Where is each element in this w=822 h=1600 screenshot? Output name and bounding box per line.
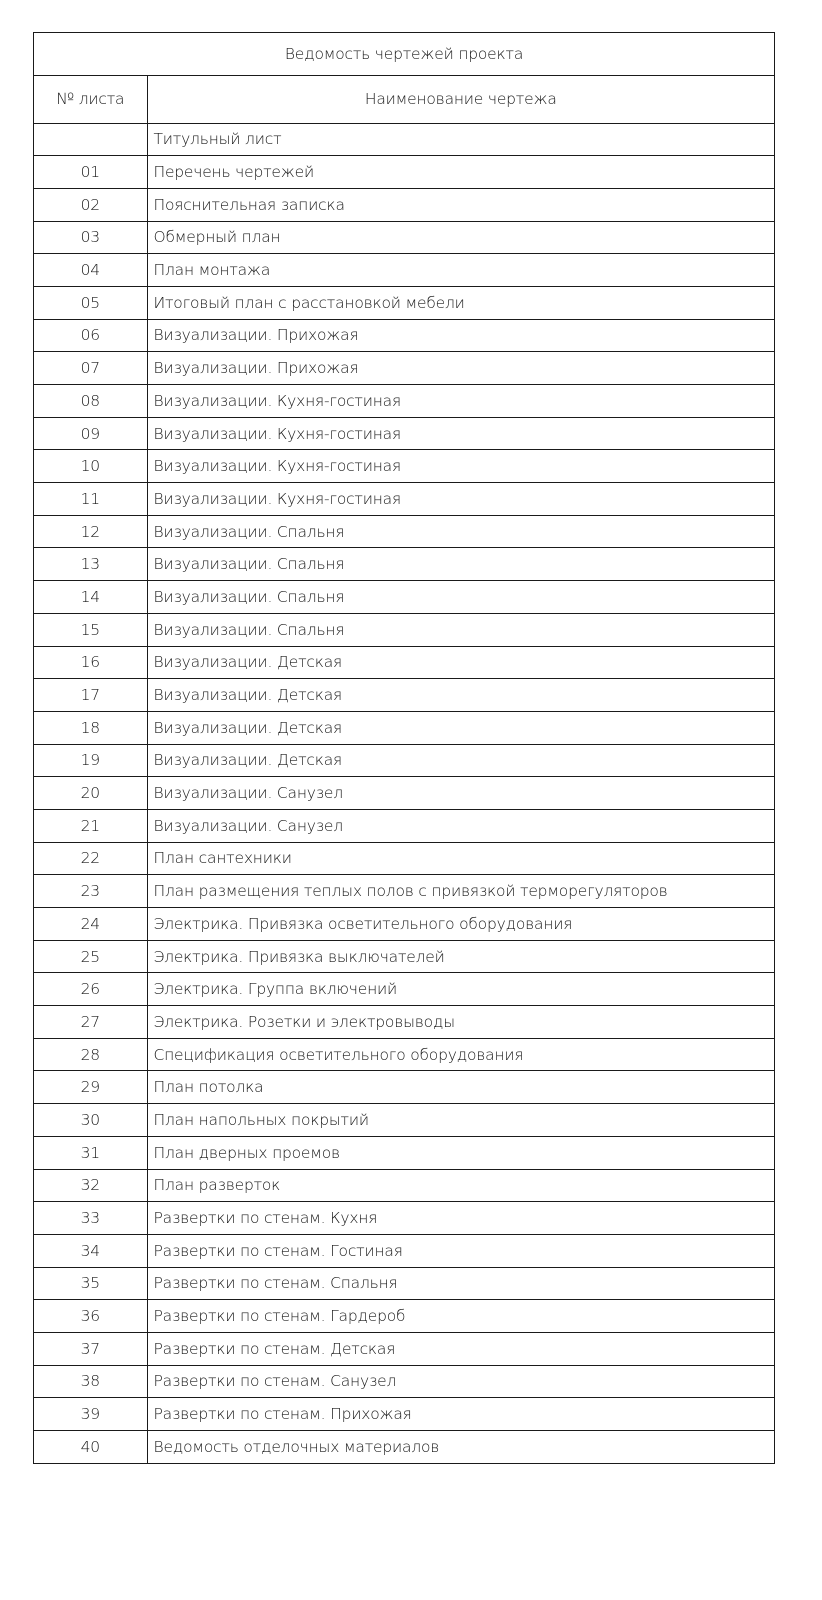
drawing-name-cell: Визуализации. Санузел [147, 809, 774, 842]
drawing-name-cell: Развертки по стенам. Кухня [147, 1202, 774, 1235]
drawing-name-cell: Визуализации. Спальня [147, 548, 774, 581]
table-row [34, 1431, 774, 1464]
sheet-number-cell: 11 [34, 483, 147, 516]
drawing-name-cell: План дверных проемов [147, 1136, 774, 1169]
drawing-name-cell: План потолка [147, 1071, 774, 1104]
sheet-number-cell: 10 [34, 450, 147, 483]
sheet-number-cell: 40 [34, 1431, 147, 1464]
column-header-drawing-name: Наименование чертежа [147, 75, 774, 123]
sheet-number-cell: 18 [34, 711, 147, 744]
table-row [34, 613, 774, 646]
table-row [34, 842, 774, 875]
table-row [34, 417, 774, 450]
table-body [34, 123, 774, 1463]
column-header-sheet-number: № листа [34, 75, 147, 123]
drawing-name-cell: Электрика. Группа включений [147, 973, 774, 1006]
drawing-name-cell: Визуализации. Детская [147, 646, 774, 679]
table-title-row [34, 33, 774, 75]
drawing-name-cell: Визуализации. Спальня [147, 515, 774, 548]
sheet-number-cell: 20 [34, 777, 147, 810]
table-row [34, 1332, 774, 1365]
sheet-number-cell: 21 [34, 809, 147, 842]
sheet-number-cell: 15 [34, 613, 147, 646]
table-row [34, 1169, 774, 1202]
drawing-name-cell: Спецификация осветительного оборудования [147, 1038, 774, 1071]
table-row [34, 1104, 774, 1137]
table-row [34, 1267, 774, 1300]
table-row [34, 1202, 774, 1235]
table-row [34, 450, 774, 483]
table-header-row [34, 75, 774, 123]
sheet-number-cell: 01 [34, 156, 147, 189]
sheet-number-cell: 02 [34, 188, 147, 221]
sheet-number-cell: 26 [34, 973, 147, 1006]
table-row [34, 156, 774, 189]
sheet-number-cell: 23 [34, 875, 147, 908]
sheet-number-cell: 13 [34, 548, 147, 581]
sheet-number-cell: 35 [34, 1267, 147, 1300]
sheet-number-cell: 29 [34, 1071, 147, 1104]
table-row [34, 1300, 774, 1333]
table-row [34, 744, 774, 777]
table-row [34, 777, 774, 810]
drawing-name-cell: Визуализации. Кухня-гостиная [147, 483, 774, 516]
drawing-name-cell: Перечень чертежей [147, 156, 774, 189]
table-row [34, 1398, 774, 1431]
drawing-name-cell: План монтажа [147, 254, 774, 287]
sheet-number-cell: 03 [34, 221, 147, 254]
drawing-name-cell: Визуализации. Детская [147, 711, 774, 744]
sheet-number-cell: 08 [34, 385, 147, 418]
table-row [34, 254, 774, 287]
sheet-number-cell: 06 [34, 319, 147, 352]
table-row [34, 1071, 774, 1104]
drawing-name-cell: Развертки по стенам. Гостиная [147, 1234, 774, 1267]
drawing-name-cell: Обмерный план [147, 221, 774, 254]
table-row [34, 875, 774, 908]
drawing-name-cell: Итоговый план с расстановкой мебели [147, 286, 774, 319]
sheet-number-cell: 37 [34, 1332, 147, 1365]
drawing-name-cell: Титульный лист [147, 123, 774, 156]
table-row [34, 711, 774, 744]
sheet-number-cell: 27 [34, 1006, 147, 1039]
table-row [34, 973, 774, 1006]
table-row [34, 908, 774, 941]
drawing-name-cell: Развертки по стенам. Прихожая [147, 1398, 774, 1431]
drawing-name-cell: Развертки по стенам. Гардероб [147, 1300, 774, 1333]
drawing-name-cell: Визуализации. Кухня-гостиная [147, 385, 774, 418]
table-row [34, 385, 774, 418]
drawing-name-cell: Развертки по стенам. Детская [147, 1332, 774, 1365]
sheet-number-cell: 19 [34, 744, 147, 777]
drawing-name-cell: План напольных покрытий [147, 1104, 774, 1137]
sheet-number-cell: 07 [34, 352, 147, 385]
drawing-name-cell: Развертки по стенам. Спальня [147, 1267, 774, 1300]
sheet-number-cell: 31 [34, 1136, 147, 1169]
table-row [34, 1234, 774, 1267]
drawing-name-cell: Визуализации. Спальня [147, 613, 774, 646]
table-row [34, 548, 774, 581]
drawings-list-table [34, 33, 774, 1463]
sheet-number-cell: 34 [34, 1234, 147, 1267]
table-row [34, 221, 774, 254]
drawing-name-cell: Электрика. Привязка выключателей [147, 940, 774, 973]
table-row [34, 1006, 774, 1039]
table-row [34, 123, 774, 156]
drawing-name-cell: Визуализации. Детская [147, 744, 774, 777]
drawing-name-cell: Развертки по стенам. Санузел [147, 1365, 774, 1398]
sheet-number-cell [34, 123, 147, 156]
table-row [34, 1136, 774, 1169]
table-row [34, 679, 774, 712]
table-row [34, 646, 774, 679]
drawing-name-cell: План сантехники [147, 842, 774, 875]
sheet-number-cell: 28 [34, 1038, 147, 1071]
drawing-name-cell: Электрика. Розетки и электровыводы [147, 1006, 774, 1039]
sheet-number-cell: 36 [34, 1300, 147, 1333]
sheet-number-cell: 09 [34, 417, 147, 450]
sheet-number-cell: 04 [34, 254, 147, 287]
table-row [34, 319, 774, 352]
drawing-name-cell: Ведомость отделочных материалов [147, 1431, 774, 1464]
table-row [34, 809, 774, 842]
sheet-number-cell: 17 [34, 679, 147, 712]
table-row [34, 515, 774, 548]
sheet-number-cell: 16 [34, 646, 147, 679]
sheet-number-cell: 33 [34, 1202, 147, 1235]
table-row [34, 286, 774, 319]
table-title: Ведомость чертежей проекта [34, 33, 774, 75]
sheet-number-cell: 24 [34, 908, 147, 941]
drawing-name-cell: Визуализации. Кухня-гостиная [147, 417, 774, 450]
sheet-number-cell: 39 [34, 1398, 147, 1431]
sheet-number-cell: 38 [34, 1365, 147, 1398]
table-row [34, 581, 774, 614]
table-row [34, 1365, 774, 1398]
drawing-name-cell: Визуализации. Прихожая [147, 319, 774, 352]
table-row [34, 188, 774, 221]
drawing-name-cell: Пояснительная записка [147, 188, 774, 221]
table-row [34, 352, 774, 385]
table-row [34, 1038, 774, 1071]
drawing-name-cell: План разверток [147, 1169, 774, 1202]
drawing-name-cell: Визуализации. Прихожая [147, 352, 774, 385]
sheet-number-cell: 05 [34, 286, 147, 319]
drawing-name-cell: План размещения теплых полов с привязкой терморегуляторов [147, 875, 774, 908]
sheet-number-cell: 30 [34, 1104, 147, 1137]
drawing-name-cell: Визуализации. Кухня-гостиная [147, 450, 774, 483]
drawing-name-cell: Визуализации. Спальня [147, 581, 774, 614]
sheet-number-cell: 12 [34, 515, 147, 548]
drawing-name-cell: Визуализации. Детская [147, 679, 774, 712]
table-row [34, 483, 774, 516]
drawings-list-sheet [33, 32, 775, 1464]
sheet-number-cell: 14 [34, 581, 147, 614]
sheet-number-cell: 22 [34, 842, 147, 875]
sheet-number-cell: 25 [34, 940, 147, 973]
drawing-name-cell: Электрика. Привязка осветительного оборудования [147, 908, 774, 941]
drawing-name-cell: Визуализации. Санузел [147, 777, 774, 810]
sheet-number-cell: 32 [34, 1169, 147, 1202]
table-row [34, 940, 774, 973]
